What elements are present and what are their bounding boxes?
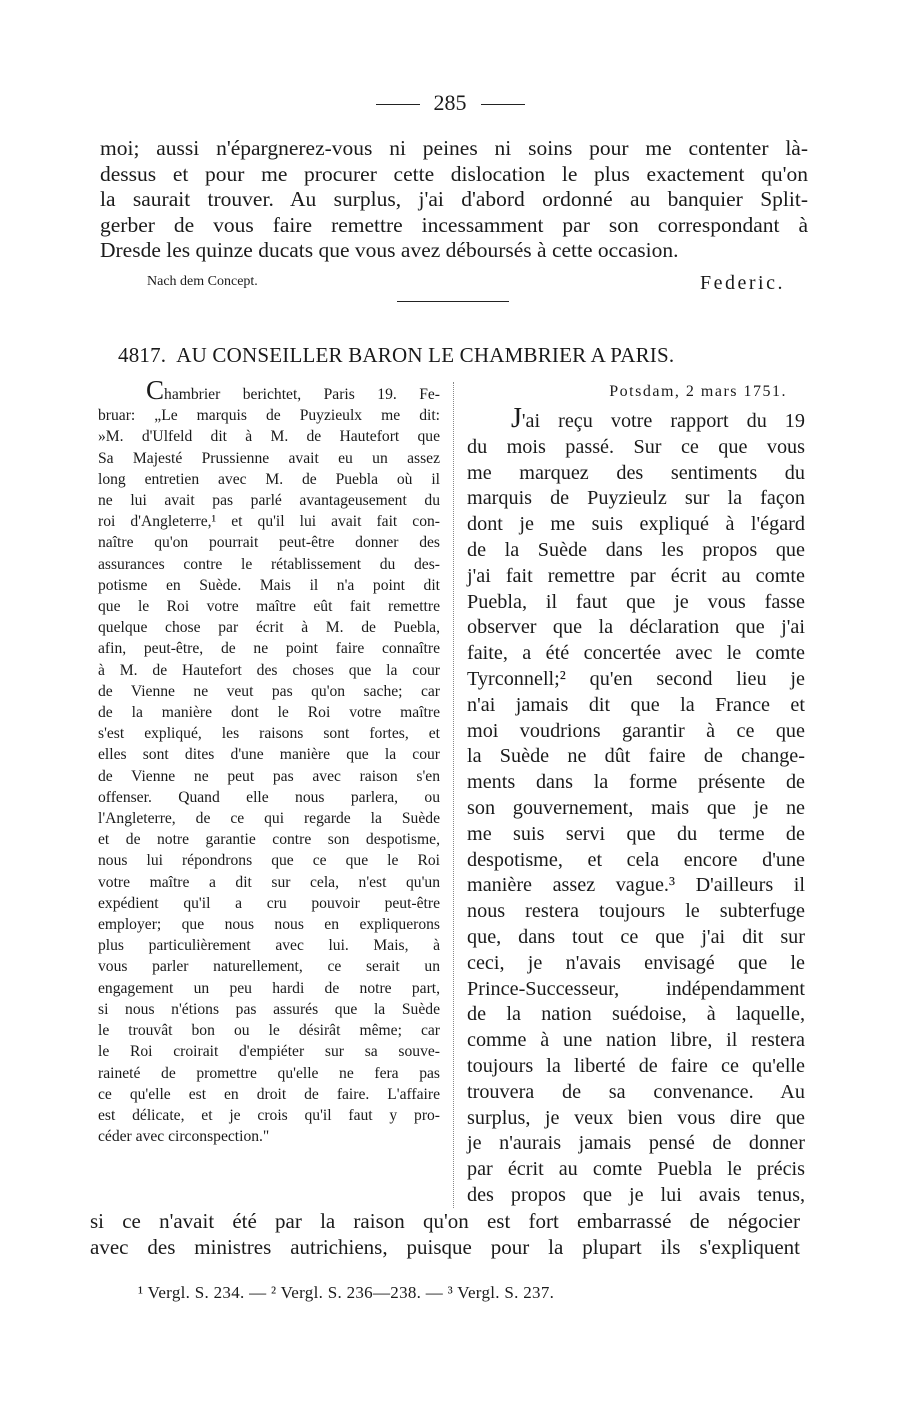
text-line: de Vienne ne peut pas avec raison s'en: [98, 767, 440, 785]
text-line: par écrit au comte Puebla le précis: [467, 1158, 805, 1181]
text-line: assurances contre le rétablissement du des-: [98, 555, 440, 573]
text-line: n'ai jamais dit que la France et: [467, 693, 805, 716]
text-line: surplus, je veux bien vous dire que: [467, 1106, 805, 1129]
text-line: ments dans la forme présente de: [467, 771, 805, 794]
section-separator: [397, 301, 509, 302]
text-line: observer que la déclaration que j'ai: [467, 616, 805, 639]
text-line: à M. de Hautefort des choses que la cour: [98, 661, 440, 679]
text-line: Prince-Successeur, indépendamment: [467, 977, 805, 1000]
text-line: »M. d'Ulfeld dit à M. de Hautefort que: [98, 428, 440, 446]
text-line: afin, peut-être, de ne point faire connaître: [98, 640, 440, 658]
text-line: si nous n'étions pas assurés que la Suède: [98, 1000, 440, 1018]
text-line: toujours la liberté de faire ce qu'elle: [467, 1054, 805, 1077]
text-line: ceci, je n'avais envisagé que le: [467, 951, 805, 974]
page-number: 285: [433, 90, 467, 115]
text-line: Puebla, il faut que je vous fasse: [467, 590, 805, 613]
text-line: de la manière dont le Roi votre maître: [98, 704, 440, 722]
text-line: bruar: „Le marquis de Puyzieulx me dit:: [98, 407, 440, 425]
text-line: est délicate, et je crois qu'il faut y pro-: [98, 1106, 440, 1124]
text-line: et de notre garantie contre son despotisme,: [98, 831, 440, 849]
text-line: je n'aurais jamais pensé de donner: [467, 1132, 805, 1155]
text-line: votre maître a dit sur cela, n'est qu'un: [98, 873, 440, 891]
text-line: moi voudrions garantir à ce que: [467, 719, 805, 742]
text-line: que, dans tout ce que j'ai dit sur: [467, 925, 805, 948]
letter-title: AU CONSEILLER BARON LE CHAMBRIER A PARIS.: [176, 343, 675, 367]
letter-heading: [118, 341, 790, 369]
page-number-header: [0, 88, 900, 118]
text-line: la saurait trouver. Au surplus, j'ai d'abord ordonné au banquier Split-: [100, 187, 808, 212]
text-line: elles sont dites d'une manière que la cour: [98, 746, 440, 764]
text-line: nous restera toujours le subterfuge: [467, 900, 805, 923]
letter-number: 4817.: [118, 343, 167, 367]
text-line: offenser. Quand elle nous parlera, ou: [98, 788, 440, 806]
text-line: ne lui avait pas parlé avantageusement du: [98, 492, 440, 510]
text-line: gerber de vous faire remettre incessamment par son correspondant à: [100, 212, 808, 237]
text-line: si ce n'avait été par la raison qu'on est fort embarrassé de négocier: [90, 1209, 800, 1233]
text-line: Sa Majesté Prussienne avait eu un assez: [98, 449, 440, 467]
text-line: de la nation suédoise, à laquelle,: [467, 1003, 805, 1026]
header-dash-right: [481, 104, 525, 105]
text-line: employer; que nous nous en expliquerons: [98, 916, 440, 934]
text-line: de Vienne ne veut pas qu'on sache; car: [98, 682, 440, 700]
text-line: vous parler naturellement, ce serait un: [98, 958, 440, 976]
text-line: faite, a été concertée avec le comte: [467, 642, 805, 665]
source-note: Nach dem Concept.: [147, 274, 258, 289]
text-line: Dresde les quinze ducats que vous avez déboursés à cette occasion.: [100, 238, 679, 263]
text-line: Chambrier berichtet, Paris 19. Fe-: [146, 375, 440, 405]
text-line: marquis de Puyzieulz sur la façon: [467, 487, 805, 510]
text-line: l'Angleterre, de ce qui regarde la Suède: [98, 810, 440, 828]
text-line: raineté de promettre qu'elle ne fera pas: [98, 1064, 440, 1082]
text-line: roi d'Angleterre,¹ et qu'il lui avait fait con-: [98, 513, 440, 531]
text-line: comme à une nation libre, il restera: [467, 1029, 805, 1052]
text-line: ce qu'elle est en droit de faire. L'affaire: [98, 1085, 440, 1103]
report-summary-column: [98, 375, 440, 1147]
text-line: plus particulièrement avec lui. Mais, à: [98, 937, 440, 955]
header-dash-left: [376, 104, 420, 105]
text-line: me suis servi que du terme de: [467, 822, 805, 845]
text-line: céder avec circonspection.": [98, 1128, 270, 1146]
text-line: Tyrconnell;² qu'en second lieu je: [467, 667, 805, 690]
text-line: moi; aussi n'épargnerez-vous ni peines ni soins pour me contenter là-: [100, 136, 808, 160]
text-line: nous lui répondrons que ce que le Roi: [98, 852, 440, 870]
text-line: J'ai reçu votre rapport du 19: [511, 403, 805, 434]
drop-cap: C: [146, 375, 165, 405]
text-line: expédient qu'il a cru pouvoir peut-être: [98, 894, 440, 912]
dateline: Potsdam, 2 mars 1751.: [609, 383, 787, 400]
text-line: le Roi croirait d'empiéter sur sa souve-: [98, 1043, 440, 1061]
text-line: de la Suède dans les propos que: [467, 538, 805, 561]
top-paragraph: [100, 136, 808, 264]
text-line: son gouvernement, mais que je ne: [467, 796, 805, 819]
column-divider: [453, 382, 454, 1208]
text-line: le trouvât bon ou le désirât même; car: [98, 1022, 440, 1040]
text-line: despotisme, et cela encore d'une: [467, 848, 805, 871]
text-line: que le Roi votre maître eût fait remettre: [98, 598, 440, 616]
signature: Federic.: [700, 272, 785, 294]
text-line: des propos que je lui avais tenus,: [467, 1183, 805, 1206]
footnotes: ¹ Vergl. S. 234. — ² Vergl. S. 236—238. — ³ Vergl. S. 237.: [138, 1283, 555, 1302]
text-line: long entretien avec M. de Puebla où il: [98, 470, 440, 488]
text-line: naître qu'on pourrait peut-être donner des: [98, 534, 440, 552]
text-line: trouvera de sa convenance. Au: [467, 1080, 805, 1103]
text-line: me marquez des sentiments du: [467, 461, 805, 484]
text-line: j'ai fait remettre par écrit au comte: [467, 564, 805, 587]
drop-cap: J: [511, 403, 522, 434]
text-line: manière assez vague.³ D'ailleurs il: [467, 874, 805, 897]
text-line: la Suède ne dût faire de change-: [467, 745, 805, 768]
text-line: avec des ministres autrichiens, puisque pour la plupart ils s'expliquent: [90, 1234, 800, 1259]
text-line: s'est expliqué, les raisons sont fortes, et: [98, 725, 440, 743]
text-line: potisme en Suède. Mais il n'a point dit: [98, 576, 440, 594]
text-line: dessus et pour me procurer cette dislocation le plus exactement qu'on: [100, 161, 808, 186]
text-line: engagement un peu hardi de notre part,: [98, 979, 440, 997]
letter-body-column: [467, 380, 805, 1209]
text-line: du mois passé. Sur ce que vous: [467, 435, 805, 458]
text-line: dont je me suis expliqué à l'égard: [467, 513, 805, 536]
text-line: quelque chose par écrit à M. de Puebla,: [98, 619, 440, 637]
continuation-paragraph: [90, 1209, 800, 1260]
